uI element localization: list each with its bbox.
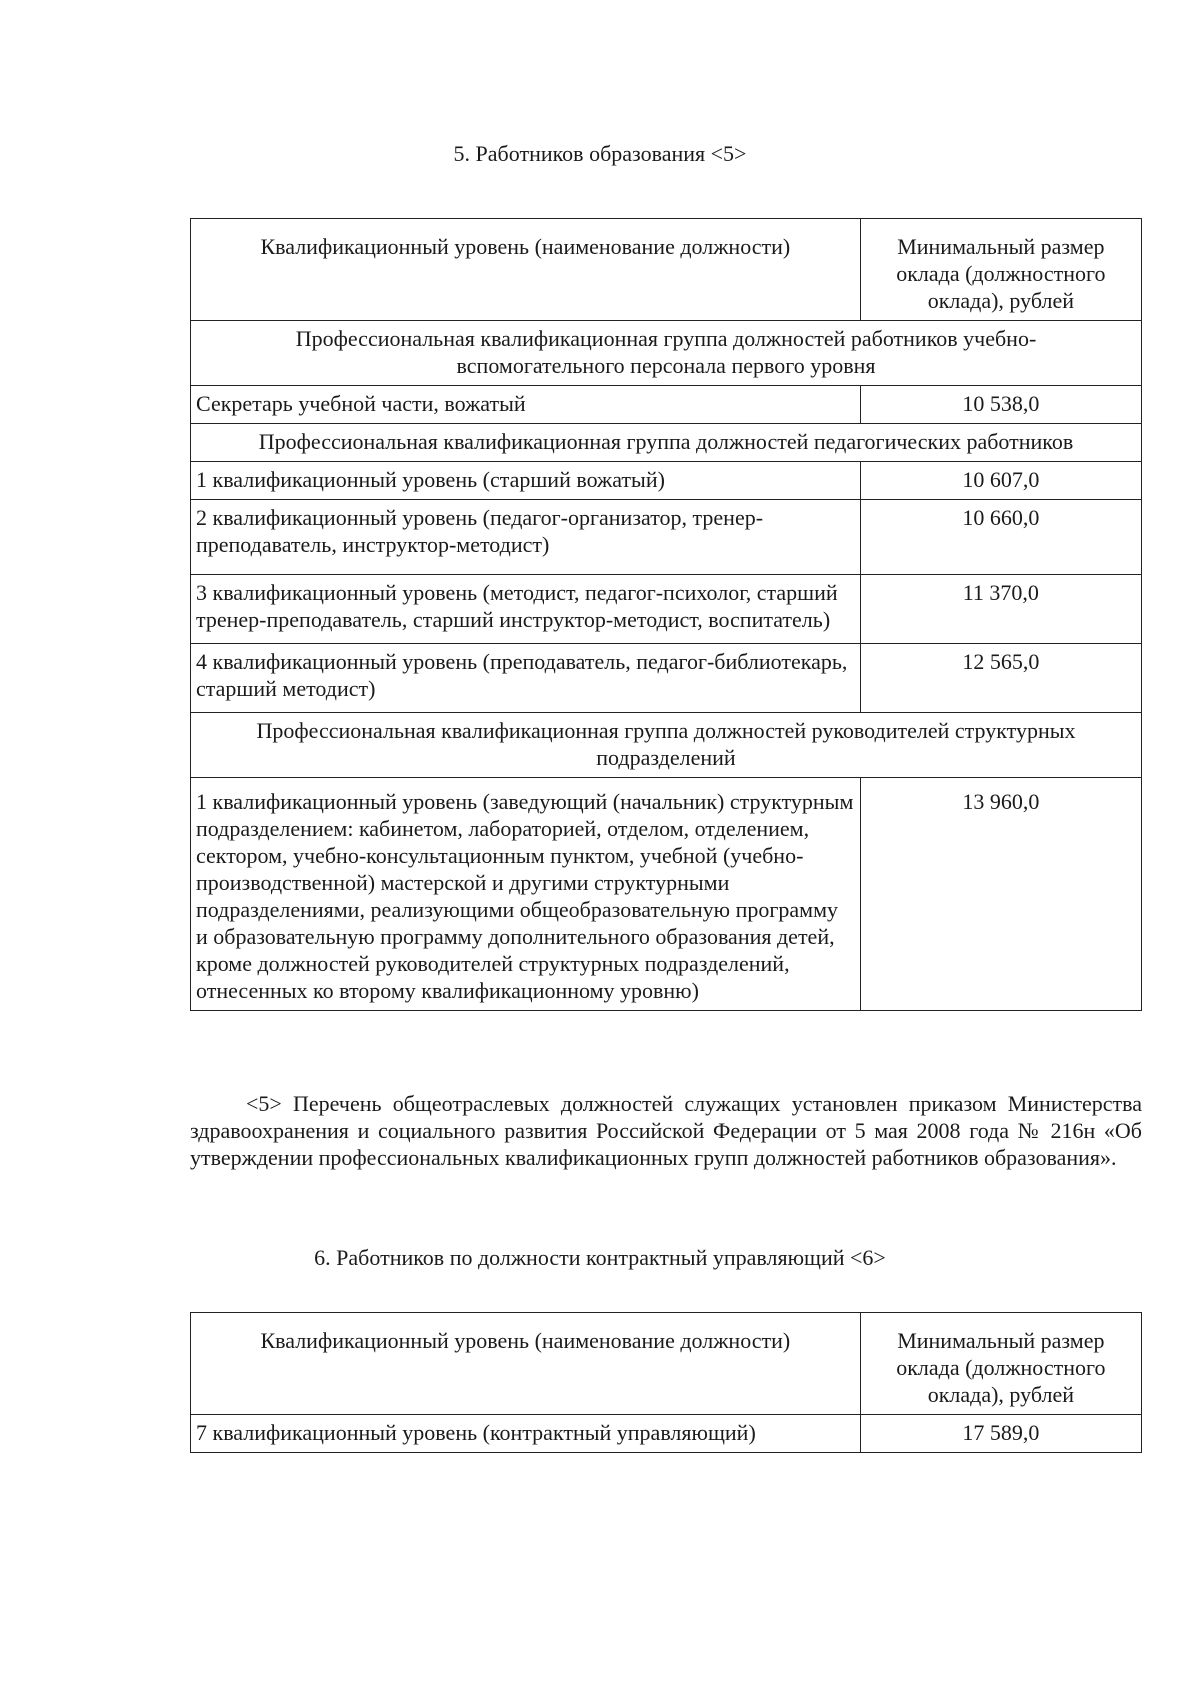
- position-name: Секретарь учебной части, вожатый: [191, 386, 861, 424]
- header-col-salary: Минимальный размер оклада (должностного оклада), рублей: [860, 1313, 1141, 1415]
- header-col-qualification: Квалификационный уровень (наименование должности): [191, 219, 861, 321]
- salary-value: 17 589,0: [860, 1415, 1141, 1453]
- table-row: [191, 644, 1142, 713]
- footnote-5: <5> Перечень общеотраслевых должностей служащих установлен приказом Министерства здравоохранения и социального развития Российской Федерации от 5 мая 2008 года № 216н «Об утверждении профессиональных квалификационных групп должностей работников образования».: [190, 1091, 1142, 1170]
- section-5-table: [190, 218, 1142, 1011]
- position-name: 4 квалификационный уровень (преподаватель, педагог-библиотекарь, старший методист): [191, 644, 861, 713]
- table-row: [191, 575, 1142, 644]
- position-name: 1 квалификационный уровень (старший вожатый): [191, 462, 861, 500]
- table-header-row: [191, 219, 1142, 321]
- salary-value: 10 538,0: [860, 386, 1141, 424]
- table-row: [191, 462, 1142, 500]
- table-row: [191, 1415, 1142, 1453]
- group-heading: Профессиональная квалификационная группа должностей педагогических работников: [191, 424, 1142, 462]
- salary-value: 10 660,0: [860, 500, 1141, 575]
- salary-value: 12 565,0: [860, 644, 1141, 713]
- salary-value: 13 960,0: [860, 778, 1141, 1011]
- table-row: [191, 778, 1142, 1011]
- group-row: [191, 713, 1142, 778]
- table-row: [191, 386, 1142, 424]
- position-name: 1 квалификационный уровень (заведующий (начальник) структурным подразделением: кабинетом, лабораторией, отделом, отделением, сектором, учебно-консультационным пунктом, учебной (учебно-производственной) мастерской и другими структурными подразделениями, реализующими общеобразовательную программу и образовательную программу дополнительного образования детей, кроме должностей руководителей структурных подразделений, отнесенных ко второму квалификационному уровню): [191, 778, 861, 1011]
- salary-value: 11 370,0: [860, 575, 1141, 644]
- table-row: [191, 500, 1142, 575]
- position-name: 7 квалификационный уровень (контрактный управляющий): [191, 1415, 861, 1453]
- position-name: 3 квалификационный уровень (методист, педагог-психолог, старший тренер-преподаватель, старший инструктор-методист, воспитатель): [191, 575, 861, 644]
- salary-value: 10 607,0: [860, 462, 1141, 500]
- group-row: [191, 321, 1142, 386]
- group-heading: Профессиональная квалификационная группа должностей работников учебно-вспомогательного персонала первого уровня: [191, 321, 1142, 386]
- header-col-qualification: Квалификационный уровень (наименование должности): [191, 1313, 861, 1415]
- group-heading: Профессиональная квалификационная группа должностей руководителей структурных подразделений: [191, 713, 1142, 778]
- section-6-table: [190, 1312, 1142, 1453]
- section-5-title: 5. Работников образования <5>: [453, 141, 747, 166]
- position-name: 2 квалификационный уровень (педагог-организатор, тренер-преподаватель, инструктор-методист): [191, 500, 861, 575]
- header-col-salary: Минимальный размер оклада (должностного оклада), рублей: [860, 219, 1141, 321]
- group-row: [191, 424, 1142, 462]
- table-header-row: [191, 1313, 1142, 1415]
- section-6-title: 6. Работников по должности контрактный управляющий <6>: [314, 1245, 886, 1270]
